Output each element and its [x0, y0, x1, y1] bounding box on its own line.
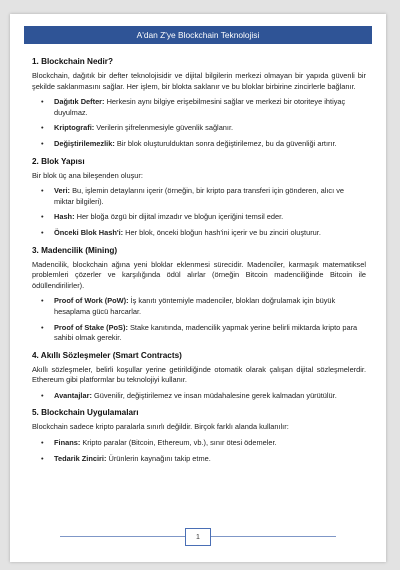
bullet-icon: •	[41, 453, 44, 463]
list-item	[41, 296, 366, 317]
section-paragraph: Blockchain sadece kripto paralarla sınırlı değildir. Birçok farklı alanda kullanılır:	[32, 422, 289, 432]
list-item-term: Proof of Stake (PoS):	[54, 322, 128, 332]
section-blok-yapisi	[32, 157, 366, 239]
list-item-term: Avantajlar:	[54, 390, 92, 400]
list-item-text: Verilerin şifrelenmesiyle güvenlik sağlanır.	[94, 123, 234, 133]
document-page	[10, 14, 386, 562]
section-heading: 2. Blok Yapısı	[32, 156, 85, 166]
list-item	[41, 212, 366, 223]
list-item	[41, 97, 366, 118]
list-item-term: Dağıtık Defter:	[54, 97, 105, 107]
page-number-box	[185, 528, 211, 546]
list-item-text: Stake kanıtında, madencilik yapmak yerine belirli miktarda kripto para sahibi olmak gerekir.	[54, 322, 358, 343]
list-item	[41, 123, 366, 134]
list-item	[41, 186, 366, 207]
section-blockchain-uygulamalari	[32, 408, 366, 464]
bullet-icon: •	[41, 438, 44, 448]
list-item	[41, 438, 366, 449]
list-item-text: Her blok, önceki bloğun hash'ini içerir ve bu zinciri oluşturur.	[123, 227, 321, 237]
section-paragraph: Madencilik, blockchain ağına yeni bloklar eklenmesi sürecidir. Madenciler, karmaşık matematiksel problemleri çözerler ve karşılığında ödül alırlar (örneğin Bitcoin madenciliğinde Bitcoin ile ödüllendirilirler).	[32, 259, 366, 290]
bullet-icon: •	[41, 97, 44, 107]
bullet-list	[32, 97, 366, 149]
bullet-list	[32, 391, 366, 402]
bullet-icon: •	[41, 322, 44, 332]
bullet-list	[32, 296, 366, 343]
list-item-text: Herkesin aynı bilgiye erişebilmesini sağlar ve merkezi bir otoriteye ihtiyaç duyulmaz.	[54, 97, 346, 117]
list-item-term: Önceki Blok Hash'i:	[54, 227, 124, 237]
section-paragraph: Blockchain, dağıtık bir defter teknolojisidir ve dijital bilgilerin merkezi olmayan bir yapıda güvenli bir şekilde saklanmasını sağlar. Her işlem, bir blokta saklanır ve bu bloklar birbirine zincirlerle bağlanır.	[32, 71, 366, 91]
list-item-text: Her bloğa özgü bir dijital imzadır ve bloğun içeriğini temsil eder.	[74, 212, 284, 222]
bullet-list	[32, 186, 366, 238]
list-item-term: Veri:	[54, 186, 71, 196]
bullet-icon: •	[41, 123, 44, 133]
bullet-icon: •	[41, 212, 44, 222]
section-blockchain-nedir	[32, 57, 366, 150]
list-item-term: Değiştirilemezlik:	[54, 138, 115, 148]
list-item-term: Proof of Work (PoW):	[54, 296, 129, 306]
section-heading: 5. Blockchain Uygulamaları	[32, 408, 139, 418]
list-item	[41, 322, 366, 344]
section-madencilik	[32, 246, 366, 344]
list-item-term: Finans:	[54, 438, 81, 448]
bullet-icon: •	[41, 227, 44, 237]
page-number: 1	[196, 533, 200, 541]
list-item-text: Ürünlerin kaynağını takip etme.	[106, 453, 211, 463]
list-item-text: Bir blok oluşturulduktan sonra değiştirilemez, bu da güvenliği artırır.	[114, 138, 337, 148]
list-item	[41, 453, 366, 465]
bullet-icon: •	[41, 186, 44, 196]
bullet-icon: •	[41, 390, 44, 400]
list-item-text: Bu, işlemin detaylarını içerir (örneğin, bir kripto para transferi için gönderen, alıcı ve miktar bilgileri).	[54, 186, 345, 206]
document-body	[10, 44, 386, 464]
section-paragraph: Akıllı sözleşmeler, belirli koşullar yerine getirildiğinde otomatik olarak çalışan dijital sözleşmelerdir. Ethereum gibi platformlar bu teknolojiyi kullanır.	[32, 364, 366, 385]
list-item	[41, 390, 366, 402]
list-item-term: Tedarik Zinciri:	[54, 453, 107, 463]
list-item-text: Güvenilir, değiştirilemez ve insan müdahalesine gerek kalmadan yürütülür.	[91, 390, 337, 400]
list-item-text: İş kanıtı yöntemiyle madenciler, blokları doğrulamak için büyük hesaplama gücü harcarlar.	[54, 296, 336, 316]
document-title: A'dan Z'ye Blockchain Teknolojisi	[136, 30, 260, 40]
bullet-icon: •	[41, 296, 44, 306]
section-akilli-sozlesmeler	[32, 351, 366, 402]
section-heading: 3. Madencilik (Mining)	[32, 245, 118, 255]
section-paragraph: Bir blok üç ana bileşenden oluşur:	[32, 170, 143, 180]
list-item-term: Kriptografi:	[54, 123, 95, 133]
section-heading: 4. Akıllı Sözleşmeler (Smart Contracts)	[32, 350, 182, 360]
list-item-text: Kripto paralar (Bitcoin, Ethereum, vb.), sınır ötesi ödemeler.	[80, 438, 277, 448]
list-item	[41, 138, 366, 150]
document-title-banner	[24, 26, 372, 44]
list-item	[41, 227, 366, 239]
bullet-icon: •	[41, 138, 44, 148]
page-footer	[10, 526, 386, 548]
section-heading: 1. Blockchain Nedir?	[32, 57, 113, 66]
list-item-term: Hash:	[54, 212, 75, 222]
bullet-list	[32, 438, 366, 464]
